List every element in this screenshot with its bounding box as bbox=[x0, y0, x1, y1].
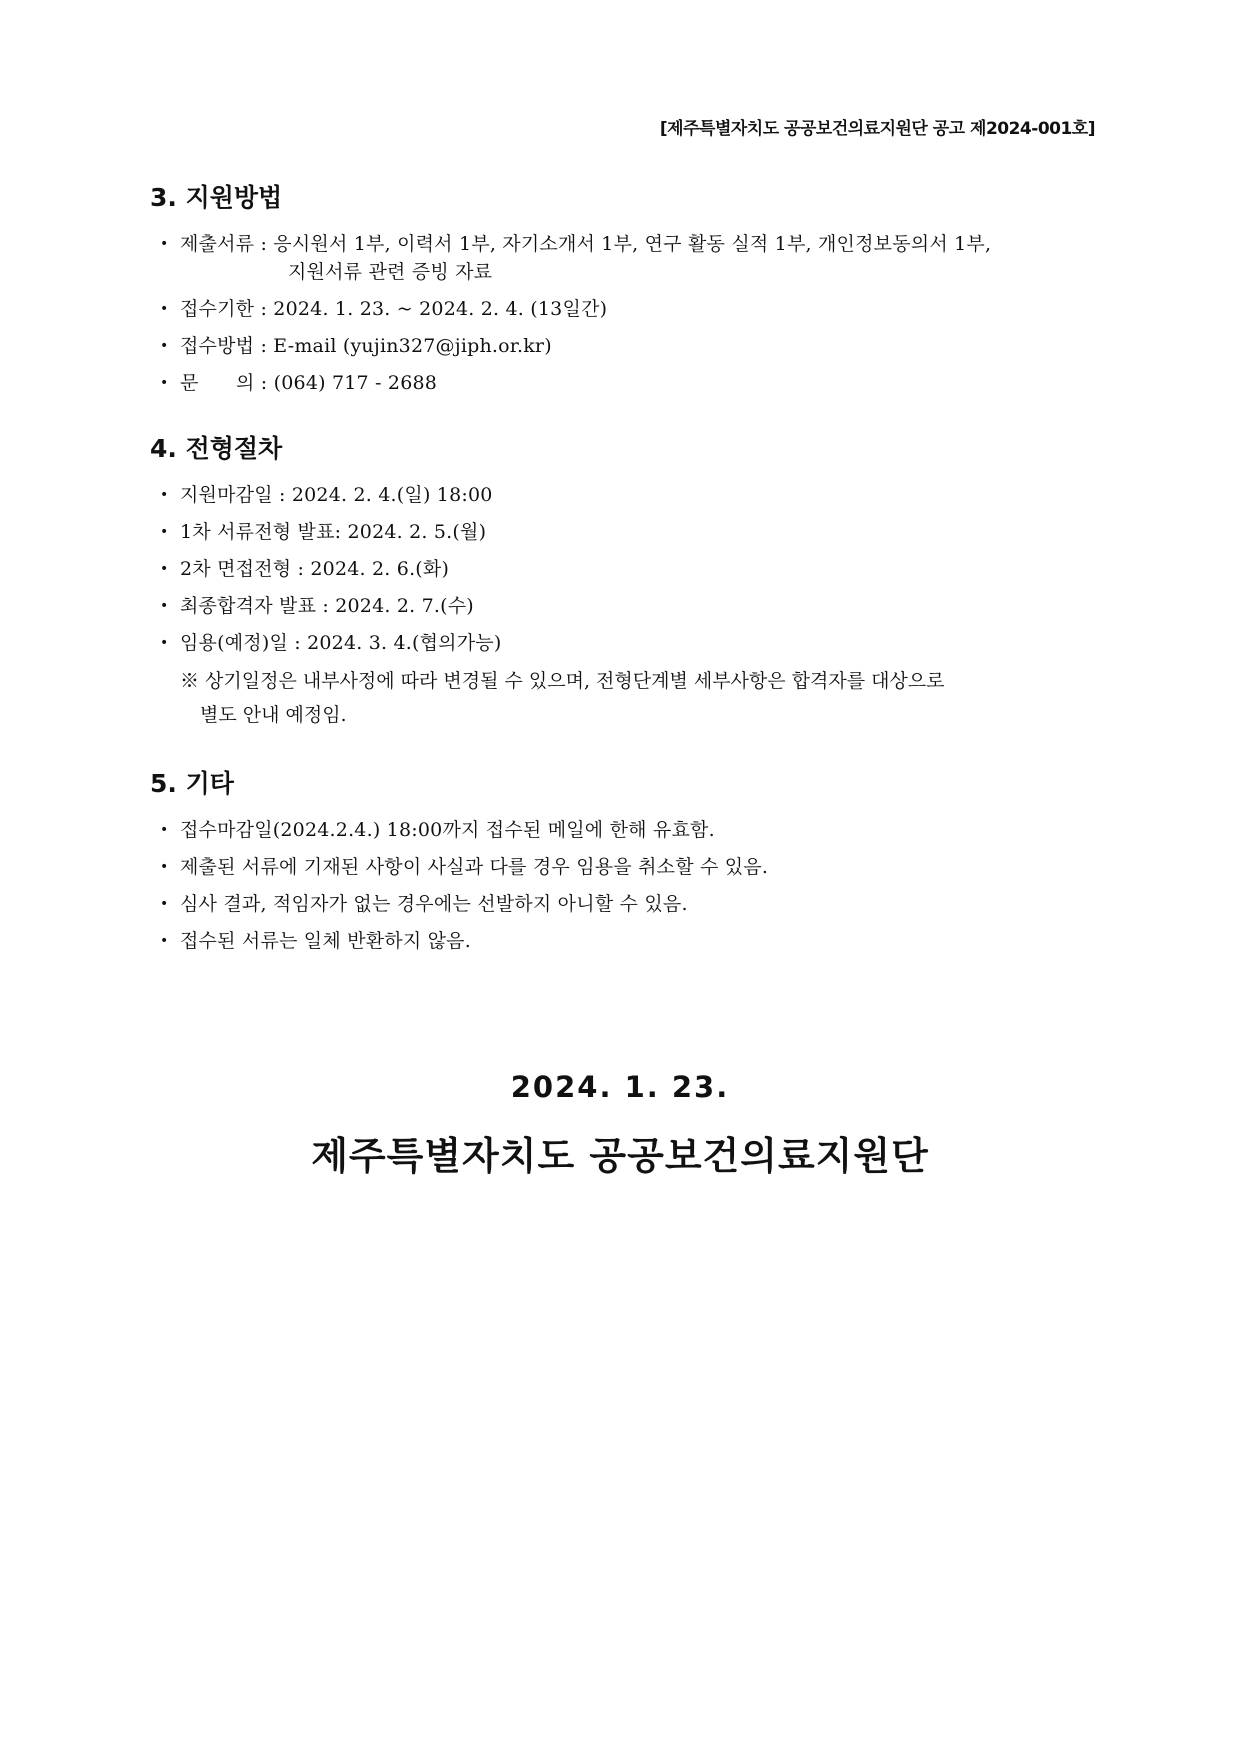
list-item bbox=[150, 518, 1100, 546]
schedule-note bbox=[150, 664, 1100, 732]
bullet-dot-icon: • bbox=[160, 598, 169, 614]
item-text: 2차 면접전형 : 2024. 2. 6.(화) bbox=[180, 558, 450, 580]
list-item bbox=[150, 295, 1100, 323]
bullet-dot-icon: • bbox=[160, 301, 169, 317]
section-etc bbox=[150, 764, 1100, 955]
notice-number: [제주특별자치도 공공보건의료지원단 공고 제2024-001호] bbox=[659, 119, 1095, 139]
list-item bbox=[150, 629, 1100, 657]
item-text: 최종합격자 발표 : 2024. 2. 7.(수) bbox=[180, 595, 474, 617]
item-text: 1차 서류전형 발표: 2024. 2. 5.(월) bbox=[180, 521, 487, 543]
note-line: 별도 안내 예정임. bbox=[200, 704, 347, 726]
bullet-dot-icon: • bbox=[160, 933, 169, 949]
footer-date: 2024. 1. 23. bbox=[510, 1070, 730, 1104]
item-list bbox=[150, 816, 1100, 955]
footer-organization: 제주특별자치도 공공보건의료지원단 bbox=[311, 1134, 929, 1178]
bullet-dot-icon: • bbox=[160, 822, 169, 838]
item-text: 접수방법 : E-mail (yujin327@jiph.or.kr) bbox=[180, 335, 552, 357]
bullet-dot-icon: • bbox=[160, 859, 169, 875]
note-line: ※ 상기일정은 내부사정에 따라 변경될 수 있으며, 전형단계별 세부사항은 합격자를 대상으로 bbox=[180, 670, 945, 692]
section-application-method bbox=[150, 178, 1100, 397]
list-item bbox=[150, 853, 1100, 881]
section-title: 3. 지원방법 bbox=[150, 183, 283, 212]
list-item bbox=[150, 369, 1100, 397]
section-title: 5. 기타 bbox=[150, 769, 234, 798]
item-text: 제출된 서류에 기재된 사항이 사실과 다를 경우 임용을 취소할 수 있음. bbox=[180, 856, 769, 878]
item-text: 지원마감일 : 2024. 2. 4.(일) 18:00 bbox=[180, 484, 493, 506]
list-item bbox=[150, 481, 1100, 509]
list-item bbox=[150, 555, 1100, 583]
bullet-dot-icon: • bbox=[160, 375, 169, 391]
section-title: 4. 전형절차 bbox=[150, 434, 283, 463]
item-text: 임용(예정)일 : 2024. 3. 4.(협의가능) bbox=[180, 632, 502, 654]
item-continuation: 지원서류 관련 증빙 자료 bbox=[288, 261, 493, 283]
section-selection-process bbox=[150, 429, 1100, 732]
list-item bbox=[150, 816, 1100, 844]
bullet-dot-icon: • bbox=[160, 635, 169, 651]
list-item bbox=[150, 927, 1100, 955]
bullet-dot-icon: • bbox=[160, 236, 169, 252]
bullet-dot-icon: • bbox=[160, 487, 169, 503]
list-item bbox=[150, 230, 1100, 286]
item-text: 심사 결과, 적임자가 없는 경우에는 선발하지 아니할 수 있음. bbox=[180, 893, 688, 915]
item-list bbox=[150, 481, 1100, 657]
item-text: 제출서류 : 응시원서 1부, 이력서 1부, 자기소개서 1부, 연구 활동 실적 1부, 개인정보동의서 1부, bbox=[180, 233, 992, 255]
list-item bbox=[150, 890, 1100, 918]
item-text: 문 의 : (064) 717 - 2688 bbox=[180, 372, 438, 394]
bullet-dot-icon: • bbox=[160, 524, 169, 540]
list-item bbox=[150, 332, 1100, 360]
item-text: 접수마감일(2024.2.4.) 18:00까지 접수된 메일에 한해 유효함. bbox=[180, 819, 715, 841]
bullet-dot-icon: • bbox=[160, 338, 169, 354]
bullet-dot-icon: • bbox=[160, 896, 169, 912]
document-body bbox=[150, 178, 1100, 987]
item-list bbox=[150, 230, 1100, 397]
item-text: 접수기한 : 2024. 1. 23. ~ 2024. 2. 4. (13일간) bbox=[180, 298, 608, 320]
bullet-dot-icon: • bbox=[160, 561, 169, 577]
item-text: 접수된 서류는 일체 반환하지 않음. bbox=[180, 930, 471, 952]
list-item bbox=[150, 592, 1100, 620]
